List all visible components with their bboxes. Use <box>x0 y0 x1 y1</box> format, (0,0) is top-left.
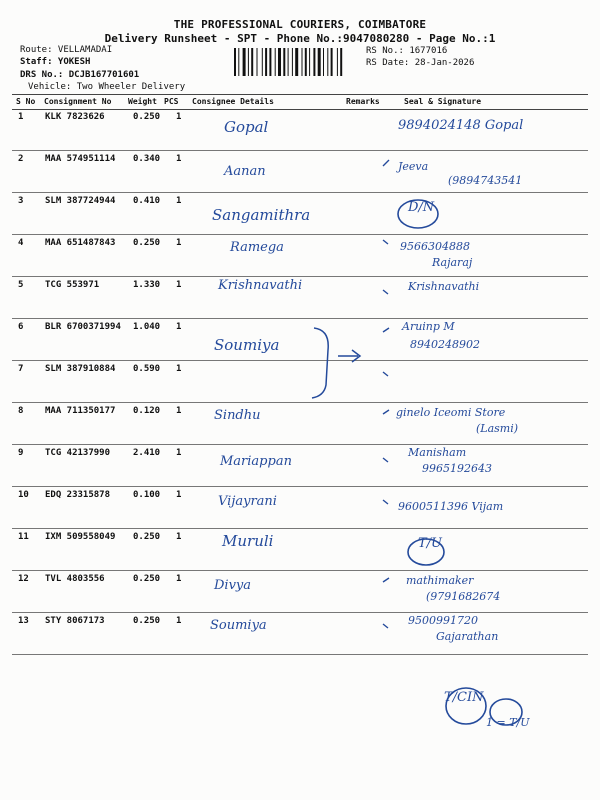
row-sno: 4 <box>18 238 24 248</box>
signature-line-2: Rajaraj <box>432 256 473 269</box>
signature-line-1: 9566304888 <box>400 240 470 253</box>
weight-value: 1.040 <box>133 322 161 332</box>
signature-line-1: T/U <box>418 536 443 551</box>
consignment-number: SLM 387724944 <box>45 196 116 206</box>
table-row <box>12 528 588 571</box>
pieces-count: 1 <box>176 322 182 332</box>
col-sno: S No <box>16 97 36 106</box>
runsheet-title: Delivery Runsheet - SPT - Phone No.:9047080280 - Page No.:1 <box>104 32 496 45</box>
rs-number: RS No.: 1677016 <box>366 46 448 56</box>
signature-line-2: 8940248902 <box>410 338 480 351</box>
consignee-name: Ramega <box>230 240 284 255</box>
weight-value: 0.340 <box>133 154 161 164</box>
col-consignee: Consignee Details <box>192 97 274 106</box>
table-row <box>12 402 588 445</box>
signature-line-1: D/N <box>408 200 435 215</box>
weight-value: 0.120 <box>133 406 161 416</box>
consignee-name: Soumiya <box>210 618 267 633</box>
consignment-number: TVL 4803556 <box>45 574 105 584</box>
weight-value: 0.250 <box>133 574 161 584</box>
signature-line-1: 9600511396 Vijam <box>398 500 504 513</box>
signature-line-2: (9791682674 <box>426 590 501 603</box>
pieces-count: 1 <box>176 364 182 374</box>
row-sno: 1 <box>18 112 24 122</box>
signature-line-2: 9965192643 <box>422 462 492 475</box>
consignment-number: STY 8067173 <box>45 616 105 626</box>
signature-line-2: (9894743541 <box>448 174 523 187</box>
pieces-count: 1 <box>176 196 182 206</box>
consignment-number: EDQ 23315878 <box>45 490 111 500</box>
signature-line-2: Gajarathan <box>436 630 499 643</box>
rs-date: RS Date: 28-Jan-2026 <box>366 58 475 68</box>
row-sno: 8 <box>18 406 24 416</box>
row-sno: 6 <box>18 322 24 332</box>
consignee-name: Sindhu <box>214 408 261 423</box>
row-sno: 11 <box>18 532 29 542</box>
pieces-count: 1 <box>176 574 182 584</box>
table-row <box>12 570 588 613</box>
table-row <box>12 486 588 529</box>
table-row <box>12 360 588 403</box>
table-row <box>12 444 588 487</box>
table-row <box>12 234 588 277</box>
pieces-count: 1 <box>176 112 182 122</box>
row-sno: 10 <box>18 490 29 500</box>
signature-line-1: Jeeva <box>398 160 429 173</box>
table-row <box>12 276 588 319</box>
company-title: THE PROFESSIONAL COURIERS, COIMBATORE <box>173 18 427 31</box>
signature-line-1: mathimaker <box>406 574 474 587</box>
consignee-name: Divya <box>214 578 252 593</box>
row-sno: 12 <box>18 574 29 584</box>
signature-line-1: Manisham <box>408 446 467 459</box>
consignee-name: Mariappan <box>220 454 292 469</box>
signature-line-2: (Lasmi) <box>476 422 519 435</box>
footer-note-1: T/CIN <box>444 690 484 705</box>
drs-number: DRS No.: DCJB167701601 <box>20 70 140 80</box>
row-sno: 3 <box>18 196 24 206</box>
barcode-icon <box>234 48 360 76</box>
weight-value: 0.250 <box>133 112 161 122</box>
consignee-name: Vijayrani <box>218 494 277 509</box>
consignee-name: Soumiya <box>214 336 280 354</box>
table-row <box>12 150 588 193</box>
consignment-number: TCG 553971 <box>45 280 100 290</box>
pieces-count: 1 <box>176 448 182 458</box>
col-pcs: PCS <box>164 97 179 106</box>
pieces-count: 1 <box>176 238 182 248</box>
consignment-number: KLK 7823626 <box>45 112 105 122</box>
consignment-number: TCG 42137990 <box>45 448 111 458</box>
table-row <box>12 612 588 655</box>
signature-line-1: 9894024148 Gopal <box>398 118 524 133</box>
weight-value: 0.250 <box>133 616 161 626</box>
pieces-count: 1 <box>176 406 182 416</box>
vehicle-label: Vehicle: Two Wheeler Delivery <box>28 82 186 92</box>
col-seal: Seal & Signature <box>404 97 482 106</box>
row-sno: 9 <box>18 448 24 458</box>
footer-note-2: 1 = T/U <box>486 716 530 729</box>
row-sno: 2 <box>18 154 24 164</box>
table-row <box>12 108 588 151</box>
pieces-count: 1 <box>176 280 182 290</box>
consignment-number: IXM 509558049 <box>45 532 116 542</box>
weight-value: 0.410 <box>133 196 161 206</box>
consignment-number: MAA 651487843 <box>45 238 116 248</box>
table-row <box>12 318 588 361</box>
signature-line-1: ginelo Iceomi Store <box>396 406 506 419</box>
consignee-name: Muruli <box>222 532 274 550</box>
staff-label: Staff: YOKESH <box>20 57 91 67</box>
consignment-number: BLR 6700371994 <box>45 322 121 332</box>
consignee-name: Gopal <box>224 118 269 136</box>
table-row <box>12 192 588 235</box>
pieces-count: 1 <box>176 532 182 542</box>
weight-value: 0.100 <box>133 490 161 500</box>
row-sno: 7 <box>18 364 24 374</box>
signature-line-1: Aruinp M <box>402 320 455 333</box>
weight-value: 0.250 <box>133 238 161 248</box>
pieces-count: 1 <box>176 490 182 500</box>
weight-value: 2.410 <box>133 448 161 458</box>
signature-line-1: 9500991720 <box>408 614 478 627</box>
consignment-number: SLM 387910884 <box>45 364 116 374</box>
pieces-count: 1 <box>176 616 182 626</box>
row-sno: 13 <box>18 616 29 626</box>
weight-value: 0.590 <box>133 364 161 374</box>
signature-line-1: Krishnavathi <box>408 280 480 293</box>
consignee-name: Aanan <box>224 164 266 179</box>
consignee-name: Sangamithra <box>212 206 311 224</box>
col-remarks: Remarks <box>346 97 380 106</box>
consignee-name: Krishnavathi <box>218 278 303 293</box>
col-consignment: Consignment No <box>44 97 112 106</box>
weight-value: 1.330 <box>133 280 161 290</box>
row-sno: 5 <box>18 280 24 290</box>
consignment-number: MAA 711350177 <box>45 406 116 416</box>
col-weight: Weight <box>128 97 157 106</box>
weight-value: 0.250 <box>133 532 161 542</box>
route-label: Route: VELLAMADAI <box>20 45 113 55</box>
consignment-number: MAA 574951114 <box>45 154 116 164</box>
pieces-count: 1 <box>176 154 182 164</box>
